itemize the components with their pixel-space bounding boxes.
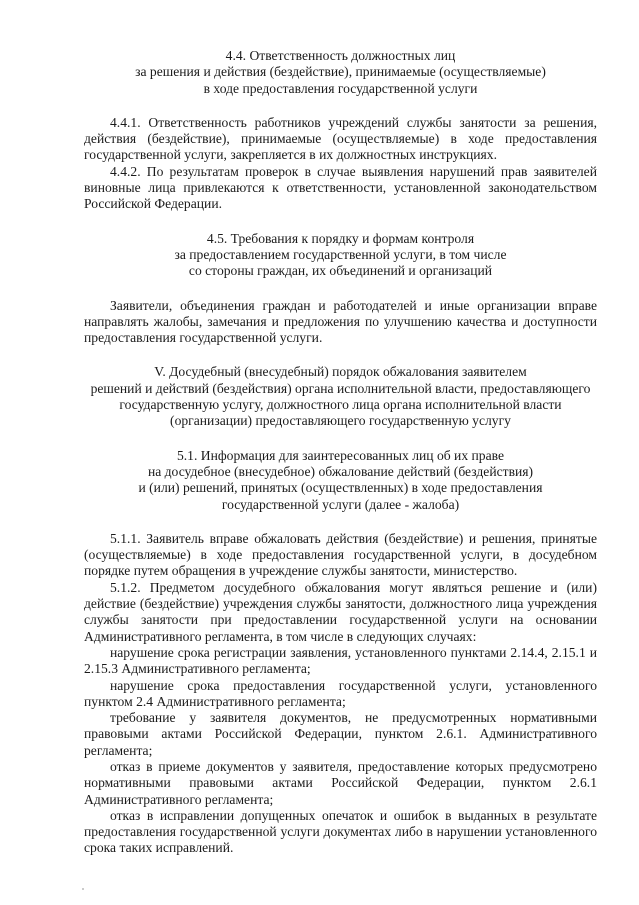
heading-line: в ходе предоставления государственной услуги bbox=[203, 80, 478, 96]
paragraph-4-4-2: 4.4.2. По результатам проверок в случае выявления нарушений прав заявителей виновные лица привлекаются к ответственности, установленной законодательством Российской Федерации. bbox=[84, 163, 597, 212]
list-item-case: отказ в исправлении допущенных опечаток и ошибок в выданных в результате предоставления государственной услуги документах либо в нарушении установленного срока таких исправлений. bbox=[84, 807, 597, 856]
list-item-case: требование у заявителя документов, не предусмотренных нормативными правовыми актами Российской Федерации, пунктом 2.6.1. Административного регламента; bbox=[84, 710, 597, 758]
section-4-5-heading bbox=[84, 231, 597, 280]
section-4-4-heading bbox=[84, 48, 597, 97]
list-item-case: нарушение срока регистрации заявления, установленного пунктами 2.14.4, 2.15.1 и 2.15.3 Административного регламента; bbox=[84, 644, 597, 677]
list-item-case: отказ в приеме документов у заявителя, предоставление которых предусмотрено нормативными правовыми актами Российской Федерации, пунктом 2.6.1 Административного регламента; bbox=[84, 758, 597, 807]
heading-line: V. Досудебный (внесудебный) порядок обжалования заявителем bbox=[154, 364, 527, 380]
section-v-heading bbox=[84, 364, 597, 429]
heading-line: и (или) решений, принятых (осуществленных) в ходе предоставления bbox=[138, 480, 543, 496]
heading-line: (организации) предоставляющего государственную услугу bbox=[170, 413, 511, 429]
heading-line: на досудебное (внесудебное) обжалование действий (бездействия) bbox=[147, 463, 534, 479]
document-content bbox=[84, 48, 597, 857]
section-5-1-heading bbox=[84, 448, 597, 513]
heading-line: за решения и действия (бездействие), принимаемые (осуществляемые) bbox=[135, 64, 546, 80]
heading-line: 4.4. Ответственность должностных лиц bbox=[225, 48, 456, 63]
heading-line: 5.1. Информация для заинтересованных лиц об их праве bbox=[176, 447, 505, 463]
list-item-case: нарушение срока предоставления государственной услуги, установленного пунктом 2.4 Административного регламента; bbox=[84, 677, 597, 709]
paragraph-4-4-1: 4.4.1. Ответственность работников учреждений службы занятости за решения, действия (бездействие), принимаемые (осуществляемые) в ходе предоставления государственной услуги, закрепляется в их должностных инструкциях. bbox=[84, 114, 597, 163]
paragraph-5-1-2: 5.1.2. Предметом досудебного обжалования могут являться решение и (или) действие (бездействие) учреждения службы занятости, должностного лица учреждения службы занятости при предоставлении государственной услуги на основании Административного регламента, в том числе в следующих случаях: bbox=[84, 579, 597, 644]
heading-line: со стороны граждан, их объединений и организаций bbox=[188, 263, 493, 279]
scan-speck bbox=[82, 888, 84, 890]
heading-line: государственную услугу, должностного лица органа исполнительной власти bbox=[119, 397, 562, 413]
heading-line: государственной услуги (далее - жалоба) bbox=[221, 496, 460, 512]
paragraph-4-5: Заявители, объединения граждан и работодателей и иные организации вправе направлять жалобы, замечания и предложения по улучшению качества и доступности предоставления государственной услуги. bbox=[84, 297, 597, 346]
heading-line: за предоставлением государственной услуги, в том числе bbox=[174, 246, 507, 262]
paragraph-5-1-1: 5.1.1. Заявитель вправе обжаловать действия (бездействие) и решения, принятые (осуществляемые) в ходе предоставления государственной услуги, в досудебном порядке путем обращения в учреждение службы занятости, министерство. bbox=[84, 530, 597, 579]
heading-line: 4.5. Требования к порядку и формам контроля bbox=[206, 230, 475, 246]
heading-line: решений и действий (бездействия) органа исполнительной власти, предоставляющего bbox=[90, 380, 591, 396]
